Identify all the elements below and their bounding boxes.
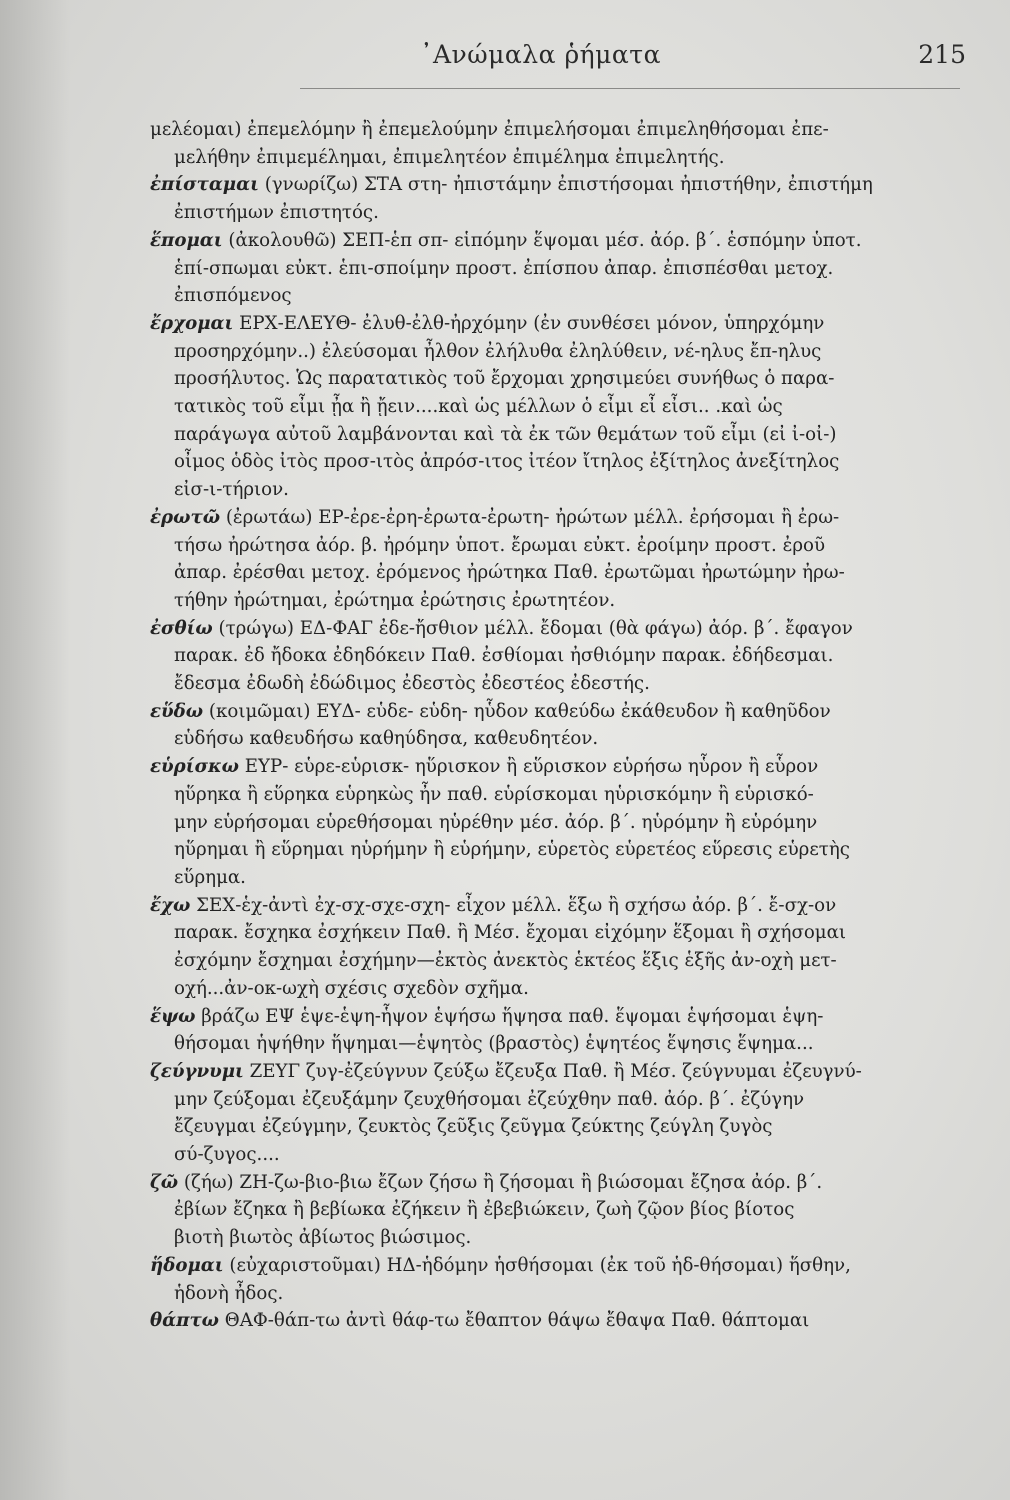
entry-line-text: μελέομαι) ἐπεμελόμην ἢ ἐπεμελούμην ἐπιμελήσομαι ἐπιμεληθήσομαι ἐπε- <box>150 119 829 140</box>
entry-line <box>150 864 962 892</box>
entry-line <box>150 532 962 560</box>
entry-lemma: ἕπομαι <box>150 229 223 251</box>
entry-line-text: ΖΕΥΓ ζυγ-ἐζεύγνυν ζεύξω ἔζευξα Παθ. ἢ Μέσ. ζεύγνυμαι ἐζευγνύ- <box>243 1060 862 1082</box>
header-rule <box>300 88 960 89</box>
entry-lemma: ἕψω <box>150 1005 196 1027</box>
entry-line-text: μην εὑρήσομαι εὑρεθήσομαι ηὑρέθην μέσ. ἀόρ. β΄. ηὑρόμην ἢ εὑρόμην <box>174 811 818 833</box>
entry-lemma: θάπτω <box>150 1310 219 1332</box>
dictionary-entry <box>150 615 962 698</box>
entry-line-text: τήσω ἠρώτησα ἀόρ. β. ἠρόμην ὑποτ. ἔρωμαι εὐκτ. ἐροίμην προστ. ἐροῦ <box>174 534 826 556</box>
entry-lemma: ἐσθίω <box>150 617 213 639</box>
entry-line-text: μην ζεύξομαι ἐζευξάμην ζευχθήσομαι ἐζεύχθην παθ. ἀόρ. β΄. ἐζύγην <box>174 1088 805 1110</box>
dictionary-entry <box>150 892 962 1003</box>
entry-line <box>150 476 962 504</box>
entry-line-text: (κοιμῶμαι) ΕΥΔ- εὑδε- εὑδη- ηὗδον καθεύδω ἐκάθευδον ἢ καθηῦδον <box>203 700 831 722</box>
entry-line-text: προσηρχόμην..) ἐλεύσομαι ἦλθον ἐλήλυθα ἐληλύθειν, νέ-ηλυς ἔπ-ηλυς <box>174 340 822 362</box>
entry-line-text: μελήθην ἐπιμεμέλημαι, ἐπιμελητέον ἐπιμέλημα ἐπιμελητής. <box>174 146 725 168</box>
entry-line <box>150 615 962 643</box>
entry-line-text: τήθην ἠρώτημαι, ἐρώτημα ἐρώτησις ἐρωτητέον. <box>174 589 616 611</box>
entry-line-text: εὑδήσω καθευδήσω καθηύδησα, καθευδητέον. <box>174 728 599 750</box>
entry-line <box>150 670 962 698</box>
entry-line <box>150 1058 962 1086</box>
dictionary-entry <box>150 698 962 753</box>
entry-line-text: ἔζευγμαι ἐζεύγμην, ζευκτὸς ζεῦξις ζεῦγμα ζεύκτης ζεύγλη ζυγὸς <box>174 1116 773 1138</box>
entry-line-text: εὕρημα. <box>174 866 246 888</box>
entry-line-text: ΕΡΧ-ΕΛΕΥΘ- ἐλυθ-ἐλθ-ἠρχόμην (ἐν συνθέσει μόνον, ὑπηρχόμην <box>233 312 825 334</box>
entry-line-text: ἡδονὴ ἦδος. <box>174 1282 284 1304</box>
entry-line-text: βιοτὴ βιωτὸς ἀβίωτος βιώσιμος. <box>174 1227 472 1249</box>
dictionary-entry <box>150 171 962 226</box>
entry-line-text: ΘΑΦ-θάπ-τω ἀντὶ θάφ-τω ἔθαπτον θάψω ἔθαψα Παθ. θάπτομαι <box>219 1310 810 1332</box>
entry-line <box>150 1030 962 1058</box>
entry-line <box>150 255 962 283</box>
entry-line <box>150 809 962 837</box>
entry-line <box>150 836 962 864</box>
entry-line <box>150 1224 962 1252</box>
entry-line <box>150 365 962 393</box>
entry-line-text: ηὕρηκα ἢ εὕρηκα εὑρηκὼς ἦν παθ. εὑρίσκομαι ηὑρισκόμην ἢ εὑρισκό- <box>174 783 814 805</box>
entry-lemma: ἐπίσταμαι <box>150 174 259 196</box>
entry-line-text: ΣΕΧ-ἑχ-ἀντὶ ἐχ-σχ-σχε-σχη- εἶχον μέλλ. ἕξω ἢ σχήσω ἀόρ. β΄. ἔ-σχ-ον <box>190 894 837 916</box>
entry-line <box>150 1196 962 1224</box>
entry-line-text: ΕΥΡ- εὑρε-εὑρισκ- ηὕρισκον ἢ εὕρισκον εὑρήσω ηὗρον ἢ εὗρον <box>238 756 819 778</box>
running-title: ᾽Ανώμαλα ῥήματα <box>420 40 661 69</box>
entry-lemma: ἥδομαι <box>150 1254 224 1276</box>
entry-line-text: παρακ. ἔσχηκα ἐσχήκειν Παθ. ἢ Μέσ. ἔχομαι εἰχόμην ἕξομαι ἢ σχήσομαι <box>174 922 847 944</box>
entry-line <box>150 919 962 947</box>
entry-line-text: (γνωρίζω) ΣΤΑ στη- ἠπιστάμην ἐπιστήσομαι ἠπιστήθην, ἐπιστήμη <box>258 174 873 196</box>
entry-lemma: εὑρίσκω <box>150 756 239 778</box>
entry-line <box>150 448 962 476</box>
entry-line-text: ἀπαρ. ἐρέσθαι μετοχ. ἐρόμενος ἠρώτηκα Παθ. ἐρωτῶμαι ἠρωτώμην ἠρω- <box>174 562 845 584</box>
dictionary-entry <box>150 1307 962 1335</box>
entry-line-text: βράζω ΕΨ ἑψε-ἑψη-ἧψον ἑψήσω ἥψησα παθ. ἕψομαι ἑψήσομαι ἑψη- <box>195 1005 824 1027</box>
entry-line <box>150 171 962 199</box>
entry-line-text: παρακ. ἐδ ἤδοκα ἐδηδόκειν Παθ. ἐσθίομαι ἠσθιόμην παρακ. ἐδήδεσμαι. <box>174 645 834 667</box>
entry-line-text: τατικὸς τοῦ εἶμι ᾖα ἢ ᾔειν....καὶ ὡς μέλλων ὁ εἶμι εἶ εἶσι.. .καὶ ὡς <box>174 396 783 418</box>
entry-line-text: (τρώγω) ΕΔ-ΦΑΓ ἐδε-ἤσθιον μέλλ. ἔδομαι (θὰ φάγω) ἀόρ. β΄. ἔφαγον <box>212 617 853 639</box>
entry-lemma: ζεύγνυμι <box>150 1060 244 1082</box>
entry-line-text: σύ-ζυγος.... <box>174 1144 280 1166</box>
entry-line <box>150 338 962 366</box>
entry-line <box>150 947 962 975</box>
entry-line <box>150 781 962 809</box>
entry-lemma: ἔρχομαι <box>150 312 234 334</box>
entry-line <box>150 559 962 587</box>
entry-line <box>150 975 962 1003</box>
entry-line-text: παράγωγα αὐτοῦ λαμβάνονται καὶ τὰ ἐκ τῶν θεμάτων τοῦ εἶμι (εἰ ἰ-οἰ-) <box>174 423 837 445</box>
entry-line-text: ἐσχόμην ἔσχημαι ἐσχήμην—ἐκτὸς ἀνεκτὸς ἑκτέος ἕξις ἑξῆς ἀν-οχὴ μετ- <box>174 950 837 972</box>
entry-line-text: (ζήω) ΖΗ-ζω-βιο-βιω ἔζων ζήσω ἢ ζήσομαι ἢ βιώσομαι ἔζησα ἀόρ. β΄. <box>178 1171 823 1193</box>
entry-line <box>150 1169 962 1197</box>
entry-line <box>150 1307 962 1335</box>
entry-line-text: ἐβίων ἔζηκα ἢ βεβίωκα ἐζήκειν ἢ ἐβεβιώκειν, ζωὴ ζῷον βίος βίοτος <box>174 1199 795 1221</box>
entry-line <box>150 144 962 172</box>
dictionary-entry <box>150 1169 962 1252</box>
entry-line <box>150 892 962 920</box>
entry-lemma: εὕδω <box>150 700 204 722</box>
entry-line <box>150 116 962 144</box>
entry-line-text: οχή...ἀν-οκ-ωχὴ σχέσις σχεδὸν σχῆμα. <box>174 977 529 999</box>
page-header <box>140 38 970 78</box>
entry-line-text: οἶμος ὁδὸς ἰτὸς προσ-ιτὸς ἀπρόσ-ιτος ἰτέον ἴτηλος ἐξίτηλος ἀνεξίτηλος <box>174 451 840 473</box>
dictionary-text <box>150 116 962 1335</box>
entry-line <box>150 421 962 449</box>
dictionary-entry <box>150 1252 962 1307</box>
entry-line <box>150 587 962 615</box>
entry-line <box>150 310 962 338</box>
entry-line-text: (εὐχαριστοῦμαι) ΗΔ-ἡδόμην ἡσθήσομαι (ἐκ τοῦ ἡδ-θήσομαι) ἥσθην, <box>223 1254 851 1276</box>
entry-line <box>150 282 962 310</box>
dictionary-entry <box>150 310 962 504</box>
entry-line-text: προσήλυτος. Ὡς παρατατικὸς τοῦ ἔρχομαι χρησιμεύει συνήθως ὁ παρα- <box>174 368 835 390</box>
entry-line <box>150 725 962 753</box>
entry-lemma: ἐρωτῶ <box>150 506 221 528</box>
dictionary-entry <box>150 227 962 310</box>
entry-line-text: εἰσ-ι-τήριον. <box>174 479 289 501</box>
entry-line <box>150 1252 962 1280</box>
entry-line <box>150 1003 962 1031</box>
dictionary-entry <box>150 116 962 171</box>
entry-line <box>150 1086 962 1114</box>
entry-line-text: (ἐρωτάω) ΕΡ-ἐρε-ἐρη-ἐρωτα-ἐρωτη- ἠρώτων μέλλ. ἐρήσομαι ἢ ἐρω- <box>220 506 840 528</box>
entry-line <box>150 698 962 726</box>
entry-line-text: ἐπιστήμων ἐπιστητός. <box>174 202 379 224</box>
entry-line <box>150 504 962 532</box>
dictionary-entry <box>150 504 962 615</box>
entry-line-text: ἐπισπόμενος <box>174 285 292 307</box>
entry-line <box>150 753 962 781</box>
entry-line <box>150 642 962 670</box>
entry-line <box>150 1141 962 1169</box>
entry-line <box>150 1113 962 1141</box>
page-number: 215 <box>918 40 966 69</box>
dictionary-entry <box>150 1003 962 1058</box>
entry-line <box>150 199 962 227</box>
entry-line-text: ηὕρημαι ἢ εὕρημαι ηὑρήμην ἢ εὑρήμην, εὑρετὸς εὑρετέος εὕρεσις εὑρετὴς <box>174 839 850 861</box>
dictionary-entry <box>150 1058 962 1169</box>
entry-line <box>150 393 962 421</box>
entry-lemma: ζῶ <box>150 1171 179 1193</box>
entry-line-text: ἑπί-σπωμαι εὐκτ. ἑπι-σποίμην προστ. ἐπίσπου ἀπαρ. ἐπισπέσθαι μετοχ. <box>174 257 834 279</box>
dictionary-entry <box>150 753 962 892</box>
entry-lemma: ἔχω <box>150 894 191 916</box>
entry-line <box>150 227 962 255</box>
entry-line-text: θήσομαι ἡψήθην ἥψημαι—ἑψητὸς (βραστὸς) ἑψητέος ἕψησις ἕψημα... <box>174 1033 814 1055</box>
entry-line-text: ἔδεσμα ἐδωδὴ ἐδώδιμος ἐδεστὸς ἐδεστέος ἐδεστής. <box>174 673 650 695</box>
entry-line-text: (ἀκολουθῶ) ΣΕΠ-ἑπ σπ- εἱπόμην ἕψομαι μέσ. ἀόρ. β΄. ἑσπόμην ὑποτ. <box>222 229 862 251</box>
entry-line <box>150 1280 962 1308</box>
